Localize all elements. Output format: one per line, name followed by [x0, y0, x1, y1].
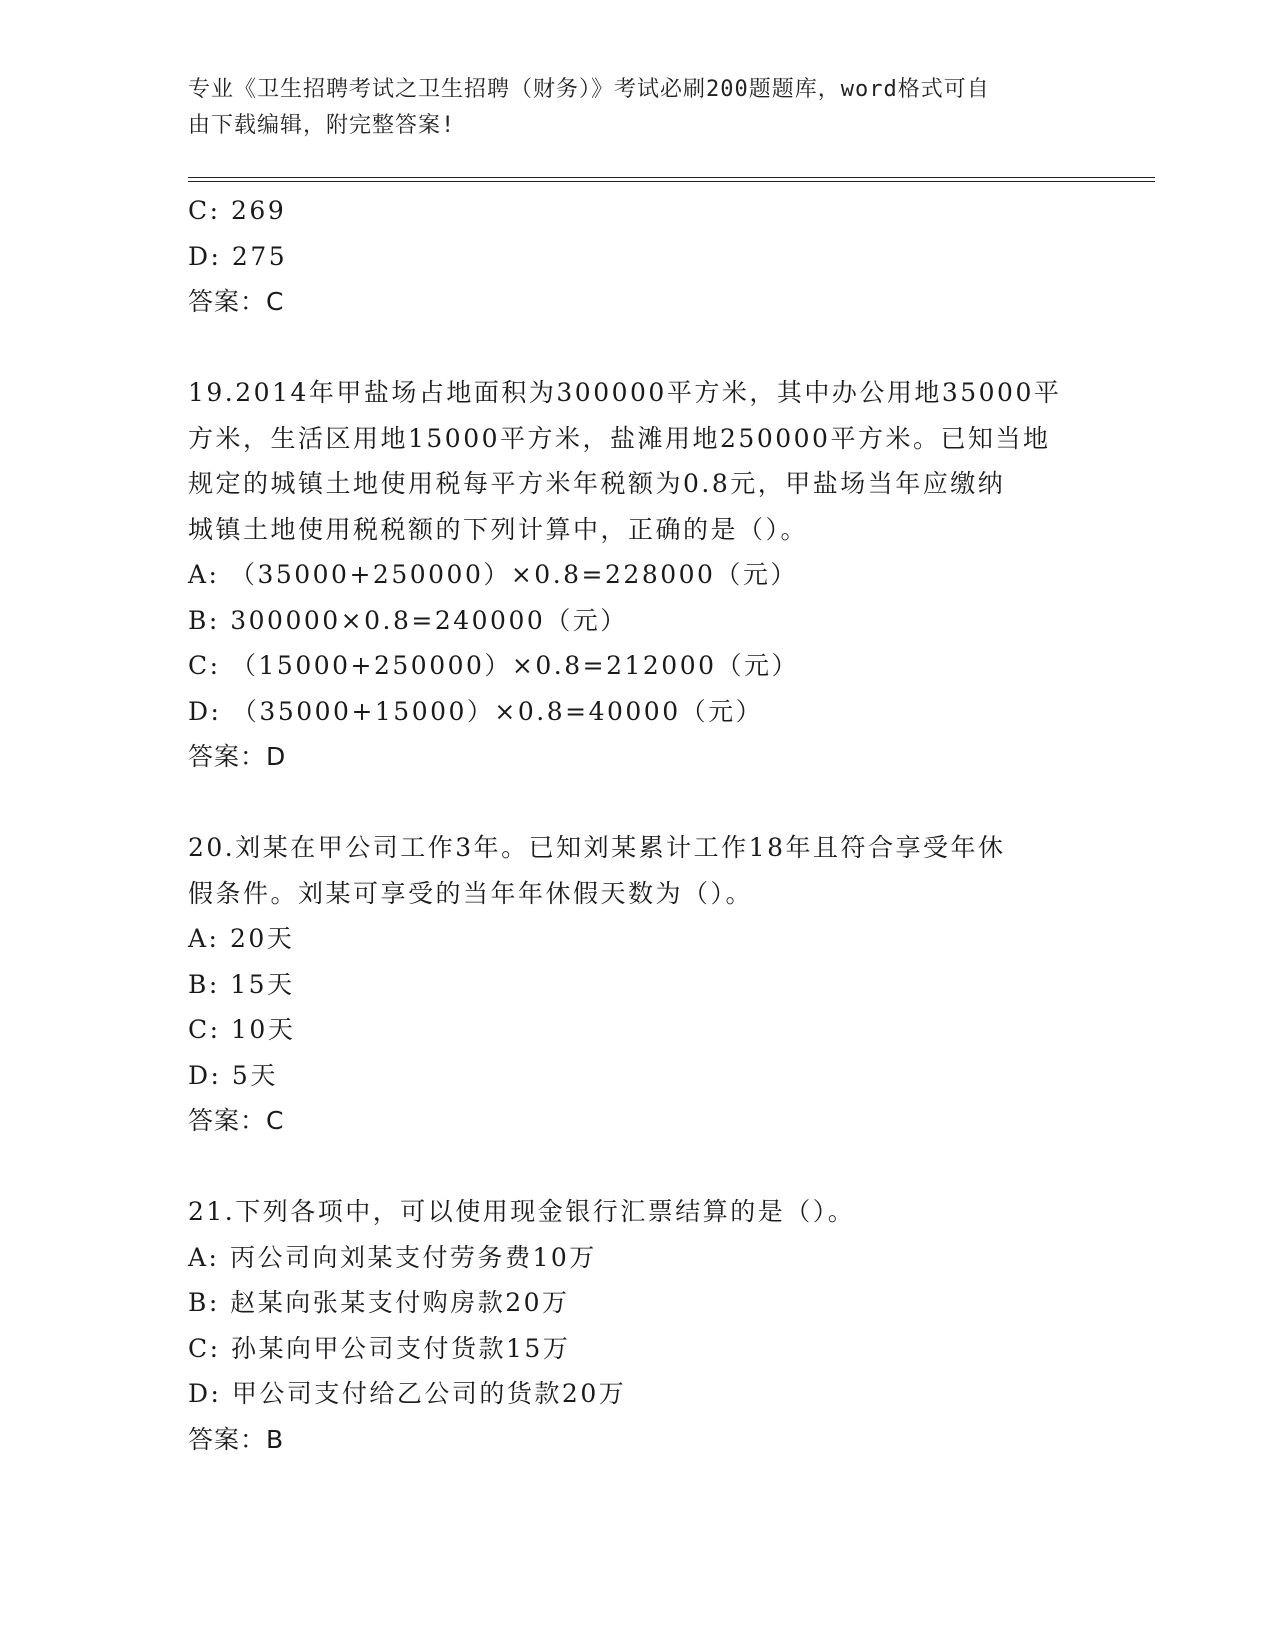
- option-d: D: 275: [188, 241, 288, 271]
- option-c: C: 孙某向甲公司支付货款15万: [188, 1333, 571, 1363]
- option-a: A: 20天: [188, 924, 295, 953]
- answer-line: 答案：C: [188, 1106, 285, 1135]
- option-d: D: 5天: [188, 1060, 278, 1090]
- question-19: [188, 370, 1088, 780]
- page-header: [188, 72, 1068, 144]
- header-line-1: 专业《卫生招聘考试之卫生招聘（财务）》考试必刷200题题库，word格式可自: [188, 77, 990, 102]
- option-d: D: 甲公司支付给乙公司的货款20万: [188, 1379, 627, 1408]
- question-stem-line: 规定的城镇土地使用税每平方米年税额为0.8元，甲盐场当年应缴纳: [188, 469, 1006, 498]
- question-20: [188, 825, 1088, 1144]
- question-21: [188, 1189, 1088, 1462]
- prev-question-tail: [188, 188, 1088, 325]
- header-line-2: 由下载编辑，附完整答案!: [188, 113, 456, 138]
- option-b: B: 15天: [188, 969, 295, 999]
- option-c: C: 269: [188, 196, 287, 225]
- header-divider-thick: [188, 177, 1155, 178]
- question-stem-line: 21.下列各项中，可以使用现金银行汇票结算的是（）。: [188, 1197, 856, 1226]
- option-a: A: （35000+250000）×0.8=228000（元）: [188, 560, 798, 589]
- question-list: [188, 188, 1088, 1462]
- question-stem-line: 20.刘某在甲公司工作3年。已知刘某累计工作18年且符合享受年休: [188, 833, 1006, 862]
- option-c: C: 10天: [188, 1015, 296, 1044]
- question-stem-line: 19.2014年甲盐场占地面积为300000平方米，其中办公用地35000平: [188, 378, 1062, 407]
- answer-line: 答案：C: [188, 287, 285, 316]
- option-b: B: 赵某向张某支付购房款20万: [188, 1288, 570, 1317]
- option-c: C: （15000+250000）×0.8=212000（元）: [188, 651, 800, 680]
- answer-line: 答案：B: [188, 1424, 285, 1454]
- option-b: B: 300000×0.8=240000（元）: [188, 605, 628, 635]
- question-stem-line: 假条件。刘某可享受的当年年休假天数为（）。: [188, 878, 754, 908]
- question-stem-line: 城镇土地使用税税额的下列计算中，正确的是（）。: [188, 514, 809, 544]
- answer-line: 答案：D: [188, 742, 287, 771]
- question-stem-line: 方米，生活区用地15000平方米，盐滩用地250000平方米。已知当地: [188, 423, 1051, 453]
- option-a: A: 丙公司向刘某支付劳务费10万: [188, 1242, 597, 1272]
- header-divider-thin: [188, 181, 1155, 182]
- option-d: D: （35000+15000）×0.8=40000（元）: [188, 696, 764, 726]
